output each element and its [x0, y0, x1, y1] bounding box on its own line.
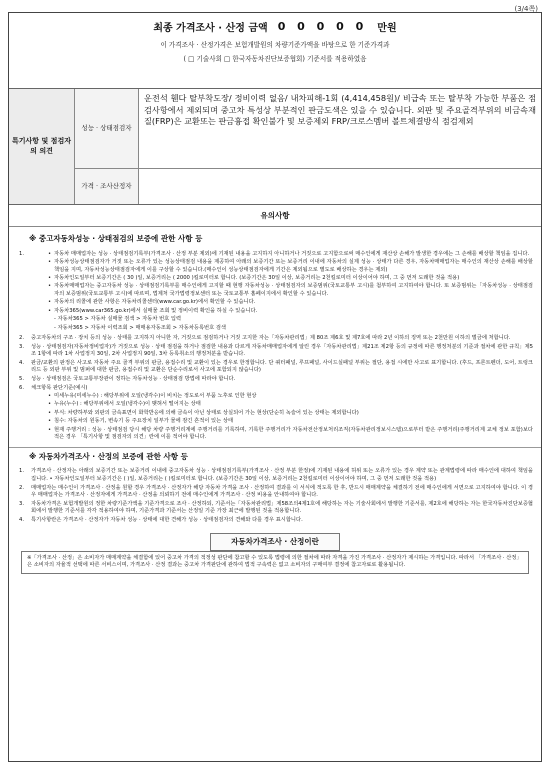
price-assessor-label: 가격 · 조사산정자: [75, 169, 139, 204]
notice-header: 유의사항: [9, 205, 541, 227]
recall-center-link[interactable]: 자동차의 리콜에 관한 사항은 자동차리콜센터(www.car.go.kr)에서 확인할 수 있습니다.: [54, 299, 256, 306]
special-notes-header: 특기사항 및 점검자의 의견: [9, 89, 75, 204]
notice-item: 1. • 자동차 매매업자는 성능 · 상태점검기록부(가격조사 · 산정 부분 제외)에 기재된 내용을 고지하지 아니하거나 거짓으로 고지함으로써 매수인에게 재산상 손해가 발생한 경우에는 그 손해를 배상할 책임을 집니다. • 자동차성능상태점검자가 거짓 또는 오류가 있는 성능상태점검 내용을 제공하여 아래의 보증기간 또는 보증거리 이내에 자동차의 실제 성능 · 상태가 다른 경우, 자동차매매업자는 매수인의 재산상 손해를 배상할 책임을 지며, 자동차성능상태점검자에게 이를 구상할 수 있습니다.(매수인이 성능상태점검자에게 기간은 제외됨으로 별도로 배상하는 경우는 제외) • 자동차인도일부터 보증기간은 ( 30 )일, 보증거리는 ( 2000 )킬로미터로 합니다. (보증기간은 30일 이상, 보증거리는 2천킬로미터 이상이어야 하며, 그 중 먼저 도래한 것을 적용) • 자동차매매업자는 중고자동차 성능 · 상태점검기록부를 매수인에게 고지할 때 현행 자동차성능 · 상태점검자의 보증범위(국토교통부 고시)를 첨부하여 고지하여야 합니다. 또 보증범위는「자동차성능 · 상태점검자의 보증범위(국토교통부 고시)에 따르며, 법제처 국가법령정보센터 또는 국토교통부 홈페이지에서 확인할 수 있습니다. • 자동차의 리콜에 관한 사항은 자동차리콜센터(www.car.go.kr)에서 확인할 수 있습니다. • 자동차365(www.car365.go.kr)에서 실매물 조회 및 정비이력 확인을 하실 수 있습니다. - 자동차365 > 자동차 실매물 검색 > 자동차 번호 입력 - 자동차365 > 자동차 이력조회 > 매매용자동조회 > 자동차등록번호 검색: [19, 250, 533, 331]
notice-item: 4. 판금/교환의 판정은 사고로 자동차 주요 골격 부위의 판금, 용접수리 및 교환이 있는 경우로 한정합니다. 단 쿼터패널, 루프패널, 사이드실패널 부위는 절단, 용접 시에만 사고로 표기합니다. (후드, 프론트펜더, 도어, 트렁크리드 등 외판 부위 및 범퍼에 대한 판금, 용접수리 및 교환은 단순수리로서 사고에 포함되지 않습니다): [19, 360, 533, 374]
standard-selection-text: ( □ 기술사회 □ 한국자동차진단보증협회) 기준서를 적용하였음: [183, 55, 367, 63]
notice-item: 3. 자동차가격은 보험개발원의 정한 차량기준가액을 기준가격으로 조사 · 산정하되, 기준서는「자동차관리법」제58조의4제1호에 해당하는 자는 기술사회에서 발행한 기준서를, 제2호에 해당하는 자는 한국자동차진단보증협회에서 발행한 기준서를 각각 적용하여야 하며, 기준가격과 기준서는 산정일 기준 가장 최근에 발행된 것을 적용합니다.: [19, 501, 533, 515]
notice-item: 2. 중고자동차의 구조 · 장치 등의 성능 · 상태를 고지하지 아니한 자, 거짓으로 점검하거나 거짓 고지한 자는「자동차관리법」제 80조 제6호 및 제7호에 따라 2년 이하의 징역 또는 2천만원 이하의 벌금에 처합니다.: [19, 334, 511, 341]
final-price-amount: 0 0 0 0 0: [277, 20, 368, 33]
special-notes-table: [9, 89, 541, 205]
price-assessor-opinion: [139, 169, 541, 204]
notice-body: [9, 227, 541, 578]
notice-item: 5. 성능 · 상태점검은 국토교통부장관이 정하는 자동차성능 · 상태점검 방법에 따라야 합니다.: [19, 376, 236, 383]
section-divider: [9, 447, 541, 448]
car365-link[interactable]: 자동차365(www.car365.go.kr)에서 실매물 조회 및 정비이력 확인을 하실 수 있습니다.: [54, 307, 258, 314]
final-price-title: 최종 가격조사 · 산정 금액: [153, 23, 268, 34]
notice-item: 3. 성능 · 상태점검자(자동차정비업자)가 거짓으로 성능 · 상태 점검을 하거나 점검한 내용과 다르게 자동차매매업자에게 알린 경우「자동차관리법」제21조 제2항 등의 규정에 따른 행정처분의 기준과 절차에 관한 규칙」제5조 1항에 따라 1차 사업정지 30일, 2차 사업정지 90일, 3차 등록취소의 행정처분을 받습니다.: [19, 343, 533, 358]
notice-item: 6. 체크항목 판단기준(예시) • 미세누유(미세누수) : 해당부위에 오일(냉각수)이 비치는 정도로서 부품 노후로 인한 현상 • 누유(누수) : 해당부위에서 오일(냉각수)이 맺혀서 떨어지는 상태 • 부식: 차량하부와 외판의 금속표면이 화학반응에 의해 금속이 아닌 상태로 상실되어 가는 현상(단순히 녹슬어 있는 상태는 제외합니다) • 침수: 자동차의 원동기, 변속기 등 주요장치 일부가 물에 잠긴 흔적이 있는 상태 • 현재 주행거리 : 성능 · 상태점검 당시 해당 차량 주행거리계에 주행거리를 기록하며, 기록한 주행거리가 자동차전산정보처리조직(자동차관리정보시스템)으로부터 받은 주행거리(주행거리계 교체 정보 포함)보다 적은 경우 「특기사항 및 점검자의 의견」란에 이를 적어야 합니다.: [19, 385, 533, 441]
document-frame: [8, 12, 542, 762]
notice-item: 2. 매매업자는 매수인이 가격조사 · 산정을 원할 경우 가격조사 · 산정자가 해당 자동차 가격을 조사 · 산정하여 결과를 이 서식에 적도록 한 후, 반드시 매매계약을 체결하기 전에 매수인에게 서면으로 고지하여야 합니다. 이 경우 매매업자는 가격조사 · 산정자에게 가격조사 · 산정을 의뢰하기 전에 매수인에게 가격조사 · 산정 비용을 안내하여야 합니다.: [19, 484, 533, 499]
warranty-section-title: ※ 중고자동차성능 · 상태점검의 보증에 관한 사항 등: [29, 234, 203, 243]
price-assessment-box-title: 자동차가격조사 · 산정이란: [210, 533, 340, 551]
notice-item: 4. 특기사항란은 가격조사 · 산정자가 자동차 성능 · 상태에 대한 견해가 성능 · 상태점검자의 견해와 다를 경우 표시합니다.: [19, 517, 303, 524]
performance-inspector-opinion: 운전석 휀다 탈부착도장/ 정비이력 없음/ 내차피해-1회 (4,414,458원)/ 비급속 또는 탈부착 가능한 부품은 점검사항에서 제외되며 중고차 특성상 부분적인 판금도색은 있을 수 있습니다. 외판 및 주요골격부위의 비금속재질(FRP)은 교환또는 판금흉접 확인불가 및 보증제외 FRP/크로스멤버 볼트체결방식 점검제외: [144, 93, 536, 127]
price-basis-text: 이 가격조사 · 산정가격은 보험개발원의 차량기준가액을 바탕으로 한 기준가격과: [160, 41, 390, 49]
final-price-section: [9, 13, 541, 89]
price-assessment-box-text: ※「가격조사 · 산정」은 소비자가 매매계약을 체결함에 있어 중고차 가격의 적정성 판단에 참고할 수 있도록 법령에 의한 절차에 따라 자격을 가진 가격조사 · 산정자가 제시하는 가격입니다. 따라서 「가격조사 · 산정」은 소비자의 자율적 선택에 따른 서비스이며, 가격조사 · 산정 결과는 중고차 가격판단에 관하여 법적 구속력은 없고 소비자의 구매여부 결정에 참고자료로 활용됩니다.: [21, 551, 529, 574]
notice-item: 1. 가격조사 · 산정자는 아래의 보증기간 또는 보증거리 이내에 중고자동차 성능 · 상태점검기록부(가격조사 · 산정 부분 한정)에 기재된 내용에 허위 또는 오류가 있는 경우 계약 또는 관계법령에 따라 매수인에 대하여 책임을 집니다. • 자동차인도일부터 보증기간은 ( )일, 보증거리는 ( )킬로미터로 합니다. (보증기간은 30일 이상, 보증거리는 2천킬로미터 이상이어야 하며, 그 중 먼저 도래한 것을 적용): [19, 468, 533, 482]
price-warranty-section-title: ※ 자동차가격조사 · 산정의 보증에 관한 사항 등: [29, 451, 188, 461]
page-number: (3/4쪽): [514, 5, 538, 13]
performance-inspector-label: 성능 · 상태점검자: [75, 89, 139, 168]
final-price-unit: 만원: [377, 23, 397, 34]
